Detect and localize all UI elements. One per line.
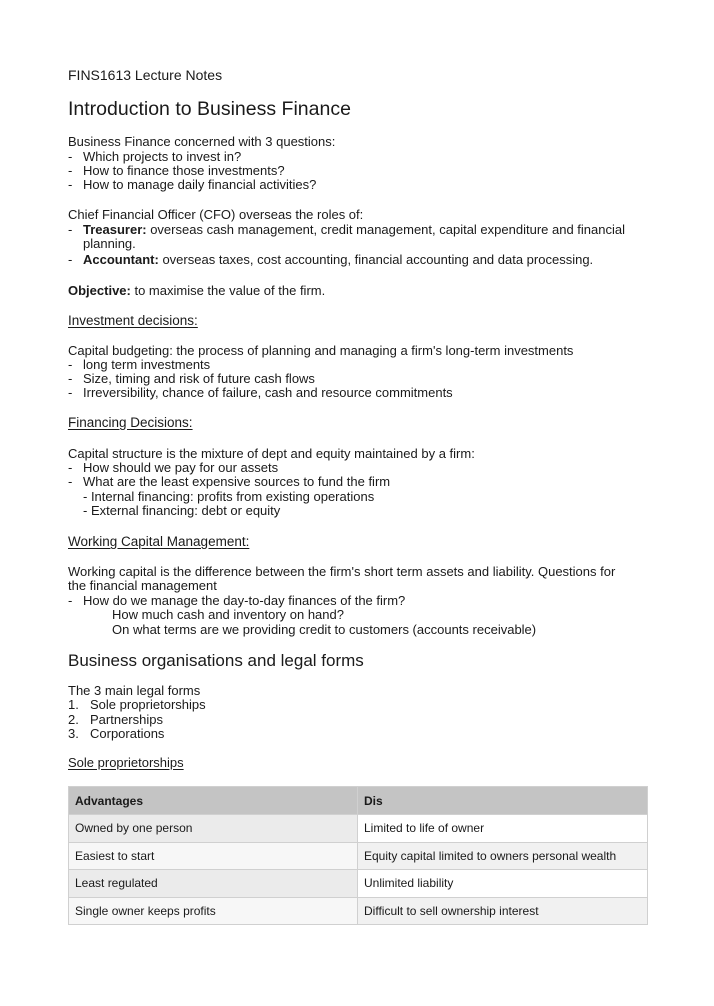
list-item: - How should we pay for our assets [68,460,279,475]
table-cell: Easiest to start [69,842,358,870]
list-item: - long term investments [68,357,211,372]
forms-lead: The 3 main legal forms [68,683,201,698]
table-header-cell: Dis [358,787,648,815]
wcm-heading: Working Capital Management: [68,534,250,549]
sub-list-item: - Internal financing: profits from existing operations [83,489,375,504]
table-cell: Limited to life of owner [358,815,648,843]
table-header-cell: Advantages [69,787,358,815]
table-row [69,842,648,870]
table-header-row [69,787,648,815]
list-item: 2. Partnerships [68,712,163,727]
wcm-paragraph-line1: Working capital is the difference between the firm's short term assets and liability. Questions for [68,564,616,579]
sole-heading: Sole proprietorships [68,755,184,770]
wcm-paragraph-line2: the financial management [68,578,217,593]
course-title: FINS1613 Lecture Notes [68,67,223,83]
table-cell: Equity capital limited to owners personal wealth [358,842,648,870]
table-cell: Owned by one person [69,815,358,843]
list-item: - How do we manage the day-to-day finances of the firm? [68,593,406,608]
sub-list-item: On what terms are we providing credit to customers (accounts receivable) [112,622,537,637]
capital-structure: Capital structure is the mixture of dept and equity maintained by a firm: [68,446,475,461]
list-item: - Size, timing and risk of future cash flows [68,371,315,386]
table-cell: Difficult to sell ownership interest [358,897,648,925]
accountant-item: - Accountant: overseas taxes, cost accounting, financial accounting and data processing. [68,252,594,267]
list-item: 1. Sole proprietorships [68,697,206,712]
table-row [69,815,648,843]
heading-intro: Introduction to Business Finance [68,98,351,120]
cfo-lead: Chief Financial Officer (CFO) overseas the roles of: [68,207,364,222]
sub-list-item: - External financing: debt or equity [83,503,281,518]
sub-list-item: How much cash and inventory on hand? [112,607,344,622]
table-cell: Least regulated [69,870,358,898]
heading-orgs: Business organisations and legal forms [68,651,364,670]
list-item: - How to finance those investments? [68,163,285,178]
capital-budgeting: Capital budgeting: the process of planning and managing a firm's long-term investments [68,343,574,358]
table-cell: Single owner keeps profits [69,897,358,925]
investment-heading: Investment decisions: [68,313,198,328]
list-item: 3. Corporations [68,726,165,741]
list-item: - Which projects to invest in? [68,149,242,164]
table-cell: Unlimited liability [358,870,648,898]
list-item: - Irreversibility, chance of failure, cash and resource commitments [68,385,453,400]
list-item: - How to manage daily financial activities? [68,177,317,192]
objective-line: Objective: to maximise the value of the firm. [68,283,326,298]
financing-heading: Financing Decisions: [68,415,193,430]
sole-proprietorships-table [68,786,648,925]
table-row [69,870,648,898]
treasurer-item: - Treasurer: overseas cash management, credit management, capital expenditure and financial [68,222,625,237]
treasurer-item-cont: planning. [83,236,136,251]
questions-lead: Business Finance concerned with 3 questions: [68,134,336,149]
table-row [69,897,648,925]
list-item: - What are the least expensive sources to fund the firm [68,474,391,489]
